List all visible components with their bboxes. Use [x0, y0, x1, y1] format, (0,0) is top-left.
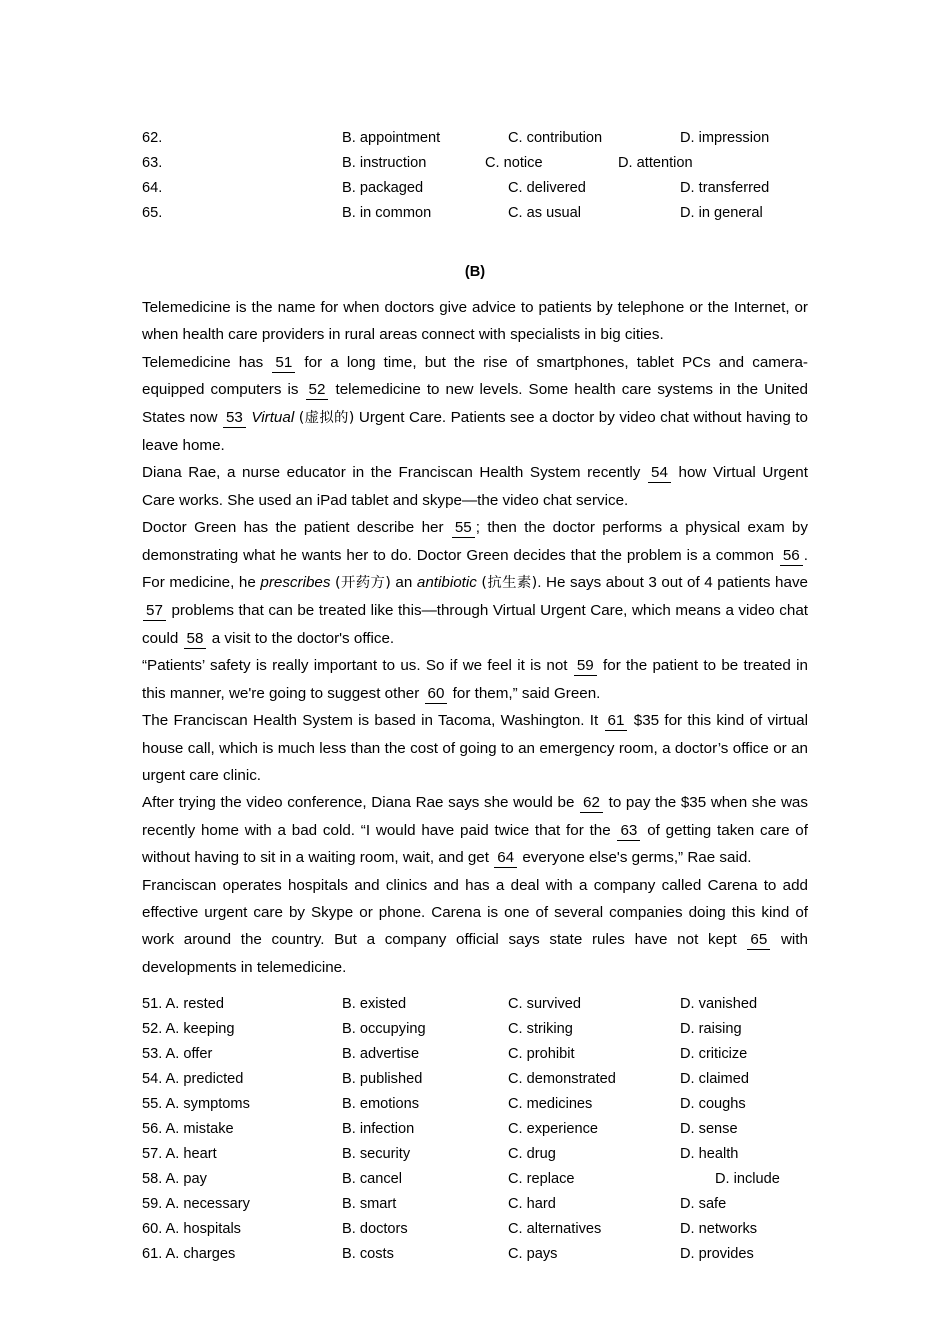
- passage-paragraph-6: [142, 707, 808, 789]
- text-run: everyone else's germs,” Rae said.: [522, 849, 752, 867]
- option-a: 58. A. pay: [142, 1171, 207, 1188]
- passage-paragraph-1: Telemedicine is the name for when doctors give advice to patients by telephone or the Internet, or when health care providers in rural areas connect with specialists in big cities.: [142, 299, 808, 344]
- option-a: 56. A. mistake: [142, 1121, 234, 1138]
- table-row: [142, 1067, 808, 1092]
- passage-paragraph-2: [142, 349, 808, 460]
- option-d: D. in general: [680, 205, 763, 221]
- option-a: 51. A. rested: [142, 996, 224, 1013]
- text-run: how Virtual Urgent Care works. She used an iPad tablet and skype—the video chat service.: [142, 464, 808, 509]
- option-a: 53. A. offer: [142, 1046, 213, 1063]
- option-b: B. packaged: [342, 180, 424, 196]
- option-d: D. health: [680, 1146, 739, 1163]
- document-content: [142, 126, 808, 1267]
- section-heading: (B): [464, 264, 486, 280]
- gloss-translation: (抗生素): [481, 575, 538, 592]
- table-row: [142, 1192, 808, 1217]
- option-d: D. transferred: [680, 180, 770, 196]
- text-run: Franciscan operates hospitals and clinics and has a deal with a company called Carena to add effective urgent care by Skype or phone. Carena is one of several companies doing this kind of work around the country. But a company official says state rules have not kept: [142, 876, 808, 949]
- option-c: C. as usual: [508, 205, 582, 221]
- text-run: a visit to the doctor's office.: [211, 629, 395, 647]
- option-c: C. hard: [508, 1196, 556, 1213]
- blank-62: 62: [580, 794, 603, 813]
- text-run: Telemedicine has: [142, 353, 264, 371]
- blank-59: 59: [574, 657, 597, 676]
- option-b: B. instruction: [342, 155, 427, 171]
- text-run: Diana Rae, a nurse educator in the Franciscan Health System recently: [142, 464, 641, 482]
- text-run: to pay the $35 when she was recently home with a bad cold. “I would have paid twice that for the: [142, 794, 808, 839]
- blank-54: 54: [648, 464, 671, 483]
- option-a: 63.: [142, 155, 163, 171]
- option-b: B. published: [342, 1071, 423, 1088]
- passage-paragraph-8: [142, 872, 808, 982]
- text-run: “Patients’ safety is really important to us. So if we feel it is not: [142, 657, 568, 675]
- text-run: . For medicine, he: [142, 546, 808, 592]
- option-row: [142, 151, 808, 176]
- option-row: [142, 176, 808, 201]
- blank-65: 65: [747, 931, 770, 950]
- blank-63: 63: [617, 822, 640, 841]
- option-b: B. existed: [342, 996, 407, 1013]
- text-run: After trying the video conference, Diana Rae says she would be: [142, 794, 575, 812]
- option-c: C. alternatives: [508, 1221, 602, 1238]
- option-d: D. attention: [618, 155, 693, 171]
- text-run: with developments in telemedicine.: [142, 931, 808, 976]
- option-b: B. emotions: [342, 1096, 420, 1113]
- table-row: [142, 1092, 808, 1117]
- option-b: B. occupying: [342, 1021, 426, 1038]
- passage-paragraph-7: [142, 789, 808, 871]
- options-list-bottom: [142, 992, 808, 1267]
- text-run: for them,” said Green.: [452, 684, 601, 702]
- text-run: Doctor Green has the patient describe her: [142, 519, 444, 537]
- option-b: B. appointment: [342, 130, 441, 146]
- option-a: 57. A. heart: [142, 1146, 217, 1163]
- option-d: D. safe: [680, 1196, 727, 1213]
- option-b: B. in common: [342, 205, 432, 221]
- passage-paragraph-5: [142, 652, 808, 707]
- gloss-term: Virtual: [251, 408, 295, 426]
- option-d: D. criticize: [680, 1046, 748, 1063]
- gloss-translation: (虚拟的): [298, 409, 355, 426]
- option-c: C. drug: [508, 1146, 556, 1163]
- option-a: 52. A. keeping: [142, 1021, 235, 1038]
- blank-55: 55: [452, 519, 475, 538]
- option-a: 54. A. predicted: [142, 1071, 244, 1088]
- text-run: an: [395, 574, 413, 592]
- option-a: 62.: [142, 130, 163, 146]
- gloss-translation: (开药方): [335, 575, 391, 592]
- option-c: C. notice: [485, 155, 543, 171]
- blank-64: 64: [494, 849, 517, 868]
- blank-51: 51: [272, 354, 295, 373]
- option-d: D. coughs: [680, 1096, 746, 1113]
- option-a: 59. A. necessary: [142, 1196, 250, 1213]
- blank-61: 61: [605, 712, 628, 731]
- text-run: for a long time, but the rise of smartphones, tablet PCs and camera-equipped computers is: [142, 353, 808, 399]
- option-c: C. prohibit: [508, 1046, 575, 1063]
- option-c: C. replace: [508, 1171, 575, 1188]
- text-run: $35 for this kind of virtual house call, which is much less than the cost of going to an emergency room, a doctor’s office or an urgent care clinic.: [142, 712, 808, 784]
- option-d: D. sense: [680, 1121, 738, 1138]
- gloss-term: prescribes: [260, 574, 331, 592]
- option-a: 55. A. symptoms: [142, 1096, 250, 1113]
- option-d: D. networks: [680, 1221, 758, 1238]
- option-d: D. raising: [680, 1021, 742, 1038]
- option-row: [142, 201, 808, 226]
- passage-paragraph-3: [142, 459, 808, 514]
- option-b: B. security: [342, 1146, 411, 1163]
- blank-60: 60: [425, 685, 448, 704]
- table-row: [142, 1142, 808, 1167]
- option-b: B. smart: [342, 1196, 397, 1213]
- option-c: C. survived: [508, 996, 581, 1013]
- option-a: 64.: [142, 180, 163, 196]
- option-b: B. advertise: [342, 1046, 420, 1063]
- text-run: problems that can be treated like this—through Virtual Urgent Care, which means a video chat could: [142, 602, 808, 647]
- blank-52: 52: [306, 381, 329, 400]
- blank-58: 58: [184, 630, 207, 649]
- option-c: C. delivered: [508, 180, 586, 196]
- option-row: [142, 126, 808, 151]
- table-row: [142, 1242, 808, 1267]
- blank-56: 56: [780, 547, 803, 566]
- option-d: D. vanished: [680, 996, 758, 1013]
- option-a: 65.: [142, 205, 163, 221]
- table-row: [142, 1117, 808, 1142]
- table-row: [142, 992, 808, 1017]
- option-c: C. striking: [508, 1021, 573, 1038]
- text-run: for the patient to be treated in this manner, we're going to suggest other: [142, 657, 808, 702]
- table-row: [142, 1167, 808, 1192]
- option-d: D. impression: [680, 130, 770, 146]
- option-c: C. medicines: [508, 1096, 593, 1113]
- text-run: . He says about 3 out of 4 patients have: [537, 574, 808, 592]
- option-d: D. claimed: [680, 1071, 749, 1088]
- option-d: D. include: [715, 1171, 780, 1188]
- option-c: C. contribution: [508, 130, 603, 146]
- blank-57: 57: [143, 602, 166, 621]
- text-run: of getting taken care of without having to sit in a waiting room, wait, and get: [142, 821, 808, 867]
- option-b: B. infection: [342, 1121, 415, 1138]
- option-a: 60. A. hospitals: [142, 1221, 241, 1238]
- option-b: B. cancel: [342, 1171, 403, 1188]
- option-c: C. experience: [508, 1121, 599, 1138]
- gloss-term: antibiotic: [416, 574, 477, 592]
- options-list-top: [142, 126, 808, 226]
- passage-paragraph-4: [142, 514, 808, 652]
- option-d: D. provides: [680, 1246, 754, 1263]
- table-row: [142, 1217, 808, 1242]
- text-run: ; then the doctor performs a physical exam by demonstrating what he wants her to do. Doctor Green decides that the problem is a common: [142, 519, 808, 564]
- blank-53: 53: [223, 409, 246, 428]
- option-c: C. pays: [508, 1246, 558, 1263]
- option-c: C. demonstrated: [508, 1071, 616, 1088]
- option-a: 61. A. charges: [142, 1246, 236, 1263]
- option-b: B. costs: [342, 1246, 394, 1263]
- table-row: [142, 1017, 808, 1042]
- text-run: The Franciscan Health System is based in Tacoma, Washington. It: [142, 712, 599, 730]
- option-b: B. doctors: [342, 1221, 408, 1238]
- text-run: Urgent Care. Patients see a doctor by video chat without having to leave home.: [142, 408, 808, 455]
- table-row: [142, 1042, 808, 1067]
- text-run: telemedicine to new levels. Some health care systems in the United States now: [142, 381, 808, 426]
